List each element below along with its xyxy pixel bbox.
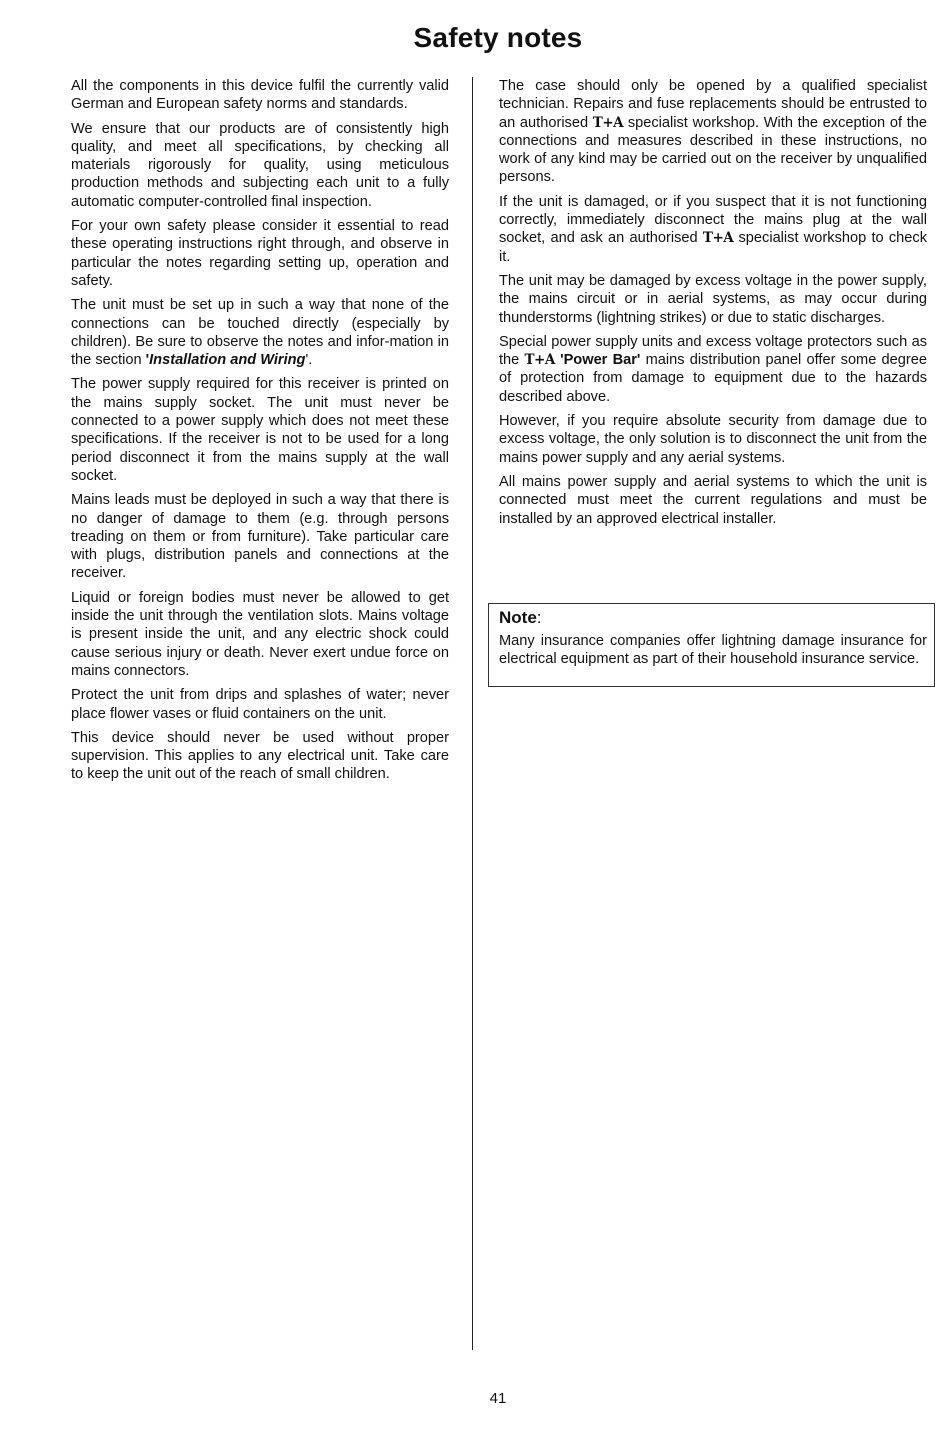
paragraph-safety-norms: All the components in this device fulfil the currently valid German and European safety norms and standards. bbox=[71, 78, 449, 113]
paragraph-excess-voltage: The unit may be damaged by excess voltage in the power supply, the mains circuit or in aerial systems, as may occur during thunderstorms (lightning strikes) or due to static discharges. bbox=[499, 272, 927, 326]
paragraph-case-opening bbox=[499, 77, 927, 187]
paragraph-read-instructions: For your own safety please consider it essential to read these operating instructions right through, and observe in particular the notes regarding setting up, operation and safety. bbox=[71, 218, 449, 289]
note-colon: : bbox=[536, 608, 542, 627]
paragraph-absolute-security: However, if you require absolute security from damage due to excess voltage, the only solution is to disconnect the unit from the mains power supply and any aerial systems. bbox=[499, 413, 927, 466]
brand-logo: T+A bbox=[524, 352, 555, 369]
note-box bbox=[488, 603, 935, 687]
paragraph-mains-leads: Mains leads must be deployed in such a way that there is no danger of damage to them (e.g. through persons treading on them or from furniture). Take particular care with plugs, distribution panels and connections at the receiver. bbox=[71, 492, 449, 582]
brand-logo: T+A bbox=[592, 114, 624, 131]
note-title bbox=[499, 608, 542, 628]
brand-logo: T+A bbox=[702, 230, 734, 247]
power-bar-text-start: Special power supply units and excess voltage protectors such as the bbox=[499, 333, 927, 369]
paragraph-water: Protect the unit from drips and splashes of water; never place flower vases or fluid containers on the unit. bbox=[71, 687, 449, 722]
right-column bbox=[499, 77, 927, 534]
case-text-start: The case should only be opened by a qualified specialist technician. Repairs and fuse replacements should be entrusted to an authorised bbox=[499, 78, 927, 131]
note-text: Many insurance companies offer lightning damage insurance for electrical equipment as part of their household insurance service. bbox=[499, 633, 927, 668]
damaged-text-start: If the unit is damaged, or if you suspect that it is not functioning correctly, immediately disconnect the mains plug at the wall socket, and ask an authorised bbox=[499, 193, 927, 247]
power-bar-text-end: mains distribution panel offer some degree of protection from damage to equipment due to the hazards described above. bbox=[499, 352, 927, 405]
column-divider bbox=[472, 77, 473, 1350]
paragraph-liquids: Liquid or foreign bodies must never be allowed to get inside the unit through the ventilation slots. Mains voltage is present inside the unit, and any electric shock could cause serious injury or death. Never exert undue force on mains connectors. bbox=[71, 589, 449, 679]
quote-open: ' bbox=[145, 352, 150, 369]
page-number: 41 bbox=[489, 1390, 507, 1407]
left-column bbox=[71, 77, 449, 790]
paragraph-quality: We ensure that our products are of consistently high quality, and meet all specifications, by checking all materials rigorously for quality, using meticulous production methods and subjecting each unit to a fully automatic computer-controlled final inspection. bbox=[71, 120, 449, 210]
setup-text: The unit must be set up in such a way that none of the connections can be touched directly (especially by children). Be sure to observe the notes and infor-mation in the section bbox=[71, 297, 449, 369]
paragraph-power-supply: The power supply required for this receiver is printed on the mains supply socket. The unit must never be connected to a power supply which does not meet these specifications. If the receiver is not to be used for a long period disconnect it from the mains supply at the wall socket. bbox=[71, 376, 449, 484]
case-text-end: specialist workshop. With the exception of the connections and measures described in these instructions, no work of any kind may be carried out on the receiver by unqualified persons. bbox=[499, 114, 927, 186]
paragraph-power-bar bbox=[499, 333, 927, 406]
quote-close: '. bbox=[305, 352, 313, 369]
paragraph-installer: All mains power supply and aerial systems to which the unit is connected must meet the current regulations and must be installed by an approved electrical installer. bbox=[499, 473, 927, 527]
page-title: Safety notes bbox=[413, 22, 583, 53]
note-label: Note bbox=[499, 608, 537, 627]
damaged-text-end: specialist workshop to check it. bbox=[499, 230, 927, 265]
section-reference: Installation and Wiring bbox=[149, 352, 306, 369]
power-bar-name: 'Power Bar' bbox=[560, 352, 641, 369]
paragraph-setup bbox=[71, 296, 449, 369]
paragraph-damaged-unit bbox=[499, 193, 927, 266]
paragraph-supervision: This device should never be used without proper supervision. This applies to any electrical unit. Take care to keep the unit out of the reach of small children. bbox=[71, 729, 449, 783]
